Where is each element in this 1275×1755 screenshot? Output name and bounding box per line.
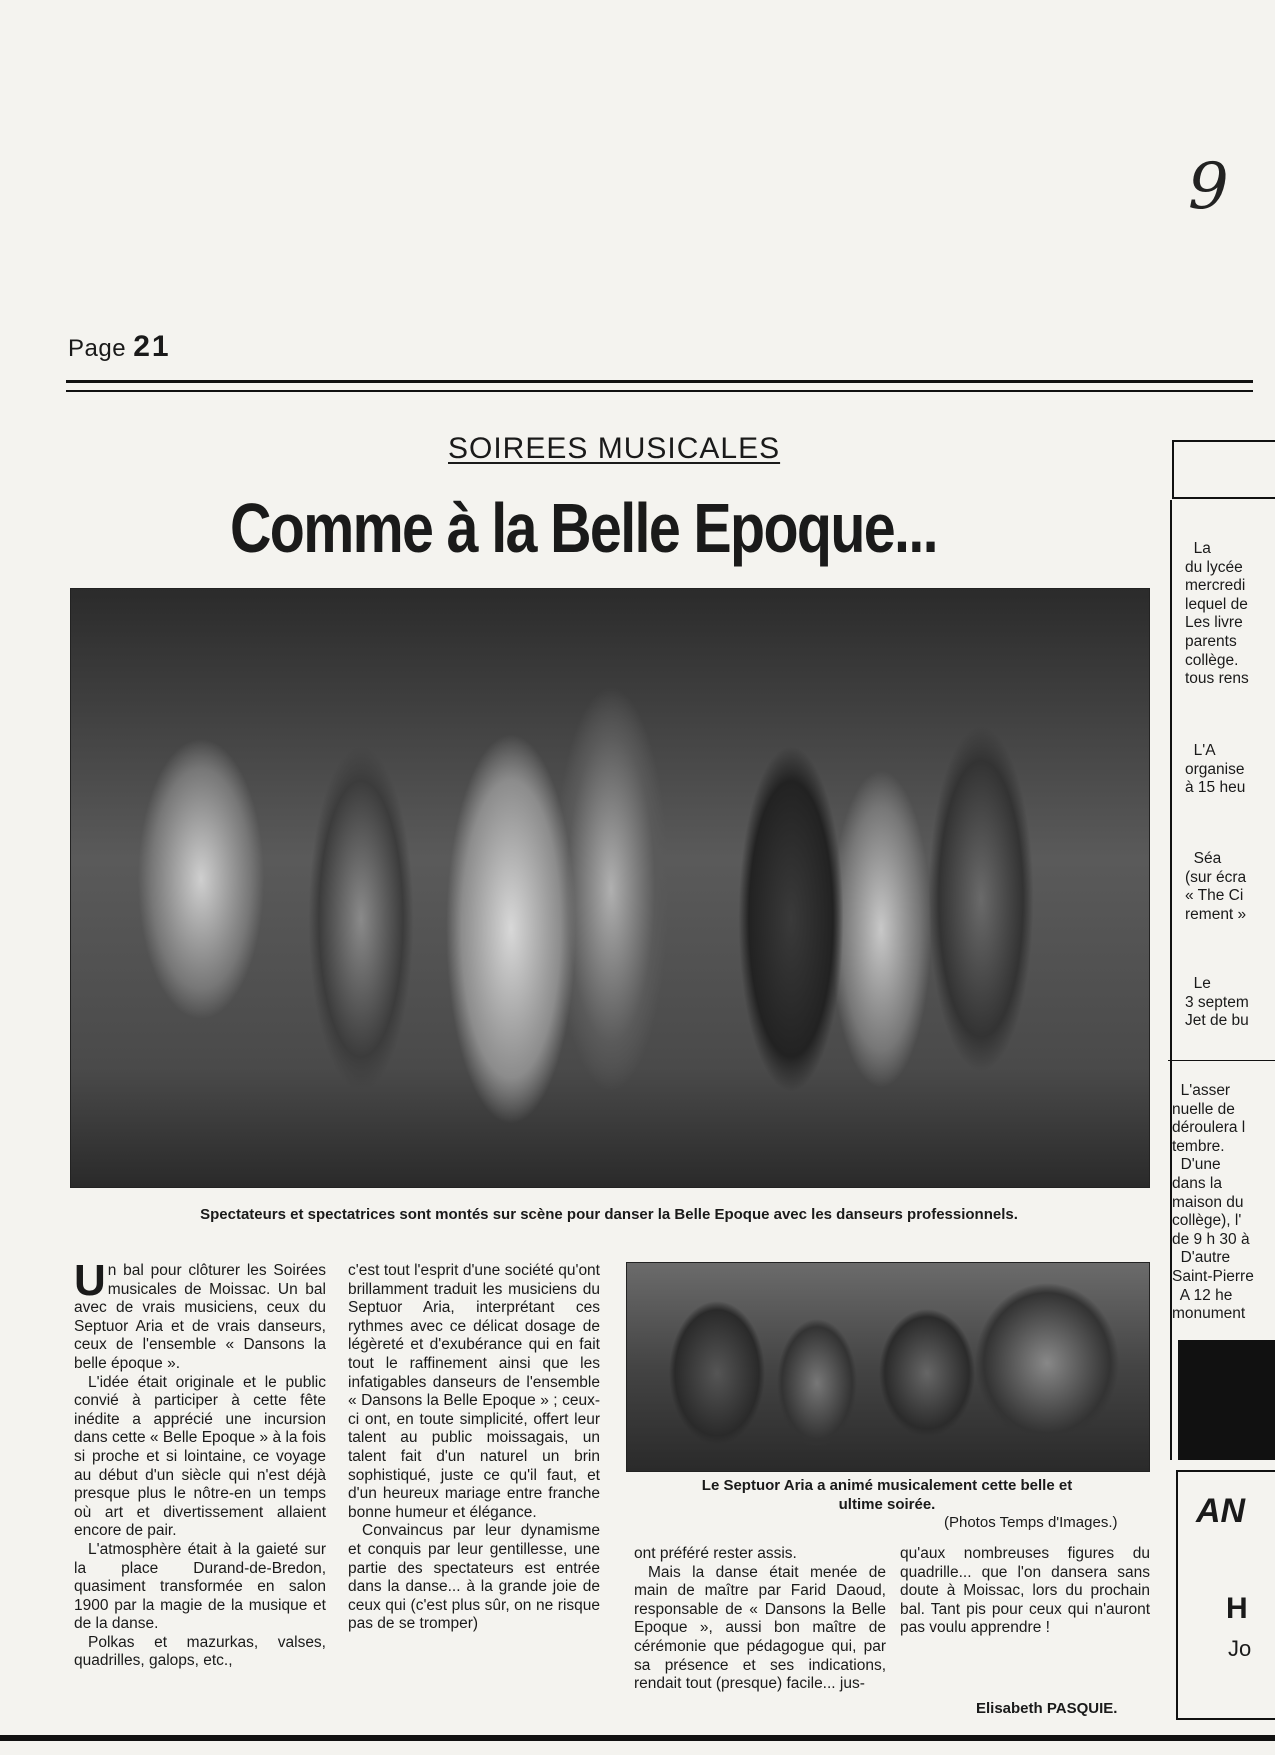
col3-paragraph: ont préféré rester assis. xyxy=(634,1545,797,1562)
col1-paragraph: n bal pour clôturer les Soirées musicales de Moissac. Un bal avec de vrais musiciens, ceux du Septuor Aria et de vrais danseurs, ceux de l'ensemble « Dansons la belle époque ». xyxy=(74,1262,326,1372)
sidebar-fragment: L'asser nuelle de déroulera l tembre. D'une dans la maison du collège), l' de 9 h 30 à D'autre Saint-Pierre A 12 he monument xyxy=(1172,1082,1254,1323)
main-photo-caption: Spectateurs et spectatrices sont montés sur scène pour danser la Belle Epoque avec les danseurs professionnels. xyxy=(200,1206,1018,1223)
ad-image-block xyxy=(1178,1340,1275,1460)
ad-text: Jo xyxy=(1228,1636,1252,1661)
col4-paragraph: qu'aux nombreuses figures du quadrille... que l'on dansera sans doute à Moissac, lors du prochain bal. Tant pis pour ceux qui n'auront pas voulu apprendre ! xyxy=(900,1545,1150,1637)
footer-rule xyxy=(0,1735,1275,1741)
drop-cap: U xyxy=(74,1262,106,1305)
page-number: 21 xyxy=(133,330,171,363)
col3-paragraph: Mais la danse était menée de main de maître par Farid Daoud, responsable de « Dansons la Belle Epoque », aussi bon maître de cérémonie que pédagogue qui, par sa présence et ses indications, rendait tout (presque) facile... jus- xyxy=(634,1563,886,1693)
header-rule-bottom xyxy=(66,390,1253,392)
ad-subline: H xyxy=(1226,1592,1248,1625)
handwritten-note: 9 xyxy=(1188,150,1229,224)
small-photo-caption xyxy=(626,1476,1148,1514)
small-photo-caption-line1: Le Septuor Aria a animé musicalement cette belle et xyxy=(701,1477,1073,1494)
col1-paragraph: L'atmosphère était à la gaieté sur la place Durand-de-Bredon, quasiment transformée en salon 1900 par la magie de la musique et de la danse. xyxy=(74,1540,326,1633)
article-column-3 xyxy=(634,1545,886,1725)
main-photo-dancers xyxy=(70,588,1150,1188)
septuor-aria-photo xyxy=(626,1262,1150,1472)
photo-credit: (Photos Temps d'Images.) xyxy=(944,1514,1118,1531)
article-headline: Comme à la Belle Epoque... xyxy=(230,489,937,567)
sidebar-fragment: Le 3 septem Jet de bu xyxy=(1185,975,1249,1030)
sidebar-fragment: La du lycée mercredi lequel de Les livre parents collège. tous rens xyxy=(1185,540,1249,688)
page-label-prefix: Page xyxy=(68,335,127,362)
sidebar-header-box xyxy=(1172,440,1275,499)
sidebar-rule xyxy=(1168,1060,1275,1061)
article-column-4 xyxy=(900,1545,1150,1665)
sidebar-fragment: Séa (sur écra « The Ci rement » xyxy=(1185,850,1247,923)
col2-paragraph: c'est tout l'esprit d'une société qu'ont brillamment traduit les musiciens du Septuor Aria, interprétant ces rythmes avec ce délicat dosage de légèreté et d'exubérance qui en fait tout le raffinement ainsi que les infatigables danseurs de l'ensemble « Dansons la Belle Epoque » ; ceux-ci ont, en toute simplicité, offert leur talent au public moissagais, un talent fait d'un naturel un brin sophistiqué, juste ce qu'il faut, et d'un heureux mariage entre franche bonne humeur et élégance. xyxy=(348,1262,600,1521)
header-rule-top xyxy=(66,380,1253,383)
section-kicker: SOIREES MUSICALES xyxy=(448,432,781,465)
sidebar-fragment: L'A organise à 15 heu xyxy=(1185,742,1246,797)
article-column-2 xyxy=(348,1262,600,1722)
ad-headline: AN xyxy=(1196,1492,1246,1530)
col1-paragraph: L'idée était originale et le public convié à participer à cette fête inédite a apprécié une incursion dans cette « Belle Epoque » à la fois si proche et si lointaine, ce voyage au début d'un siècle qui n'est déjà presque plus le nôtre-en un temps où art et divertissement allaient encore de pair. xyxy=(74,1373,326,1540)
article-column-1 xyxy=(74,1262,326,1722)
col2-paragraph: Convaincus par leur dynamisme et conquis par leur gentillesse, une partie des spectateurs est entrée dans la danse... à la grande joie de ceux qui (c'est plus sûr, on ne risque pas de se tromper) xyxy=(348,1522,600,1633)
article-byline: Elisabeth PASQUIE. xyxy=(976,1700,1118,1717)
small-photo-caption-line2: ultime soirée. xyxy=(838,1496,936,1513)
page-label xyxy=(68,330,171,364)
col1-paragraph: Polkas et mazurkas, valses, quadrilles, galops, etc., xyxy=(74,1633,326,1670)
